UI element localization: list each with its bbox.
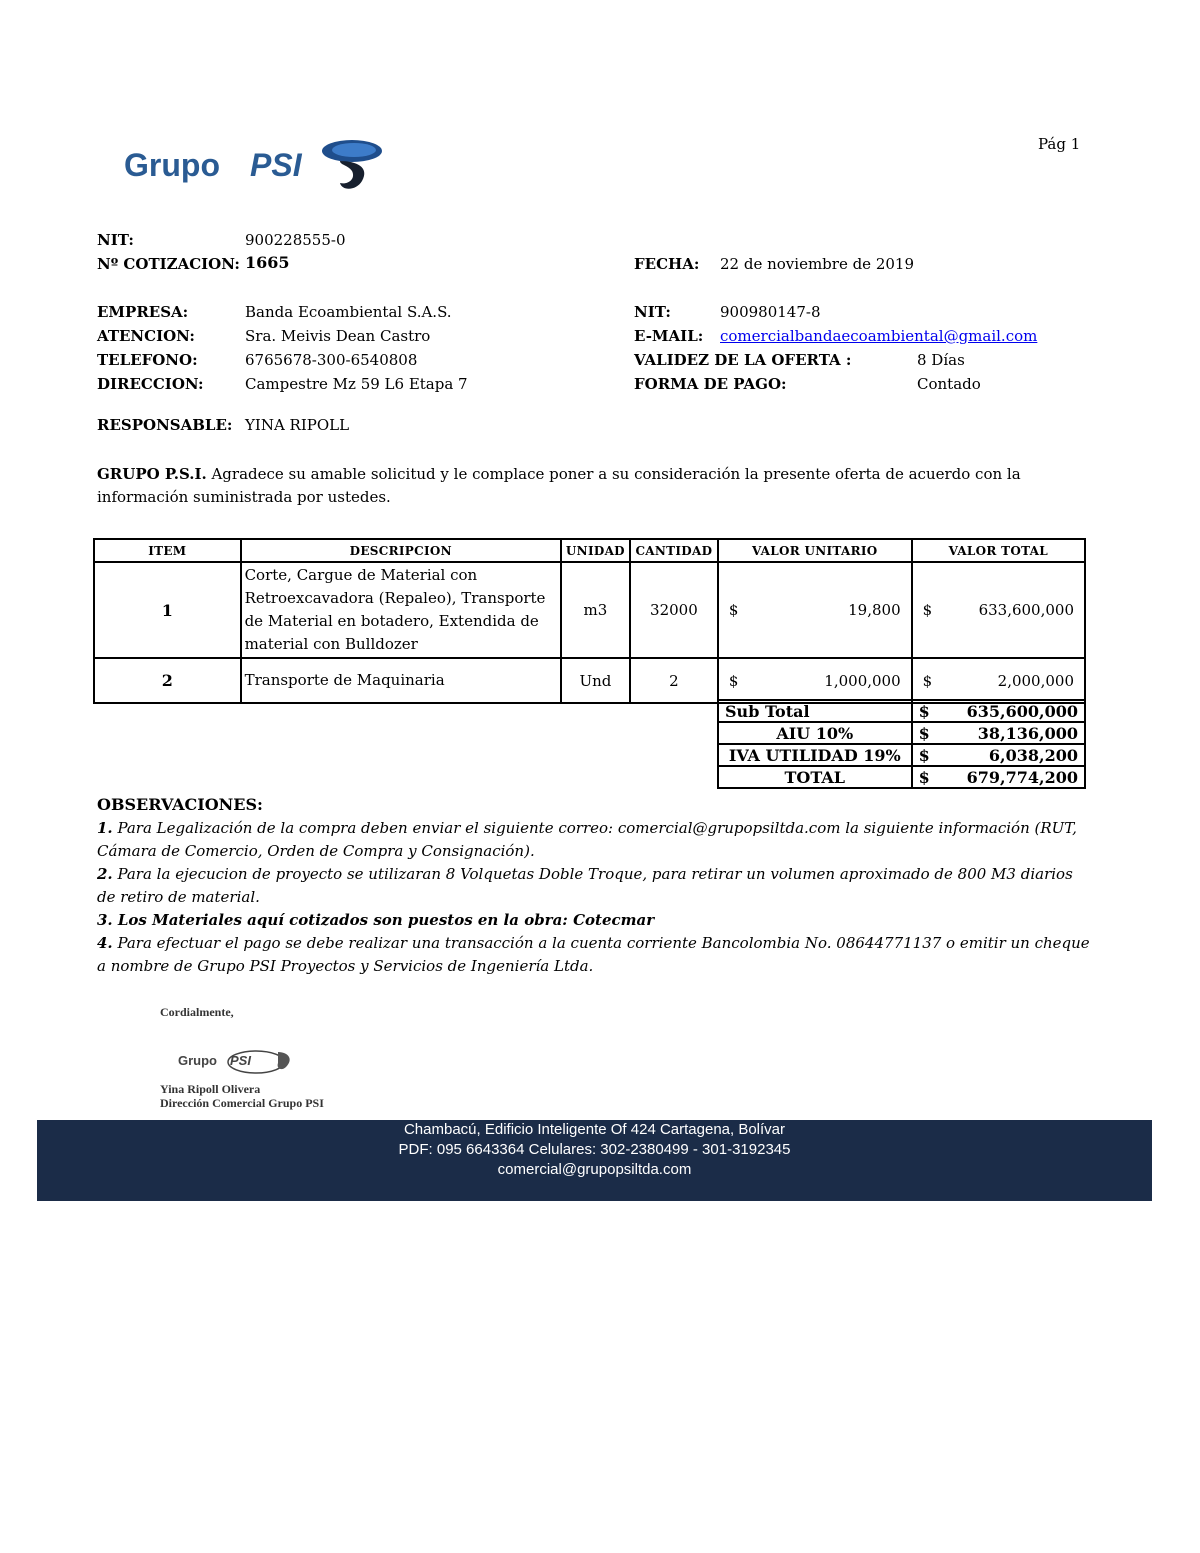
signature-logo (178, 1047, 298, 1077)
telefono-label: TELEFONO: (97, 351, 198, 369)
totals-table (717, 699, 1086, 789)
currency-symbol: $ (728, 601, 739, 619)
description-line: Transporte de Maquinaria (244, 671, 445, 689)
intro-paragraph (97, 463, 1097, 509)
nit-label: NIT: (97, 231, 134, 249)
currency-symbol: $ (918, 745, 930, 765)
obs-number: 4. (97, 934, 113, 952)
iva-row (718, 744, 1085, 766)
cantidad-cell: 2 (630, 658, 718, 703)
subtotal-label: Sub Total (718, 700, 912, 722)
client-nit-label: NIT: (634, 303, 671, 321)
obs-number: 1. (97, 819, 113, 837)
email-link[interactable]: comercialbandaecoambiental@gmail.com (720, 327, 1038, 345)
direccion-label: DIRECCION: (97, 375, 204, 393)
signature-name: Yina Ripoll Olivera (160, 1082, 261, 1096)
description-line: Corte, Cargue de Material con (244, 566, 478, 584)
obs-line: Para la ejecucion de proyecto se utilizaran 8 Volquetas Doble Troque, para retirar un volumen aproximado de 800 M3 diarios (112, 865, 1073, 883)
empresa-label: EMPRESA: (97, 303, 189, 321)
aiu-value: 38,136,000 (977, 723, 1078, 743)
signature-logo-icon (226, 1047, 296, 1077)
total-label: TOTAL (718, 766, 912, 788)
signature-title: Dirección Comercial Grupo PSI (160, 1096, 324, 1110)
cotizacion-value: 1665 (245, 253, 290, 272)
iva-cell (912, 744, 1085, 766)
intro-line-2: información suministrada por ustedes. (97, 488, 391, 506)
signature-logo-psi: PSI (230, 1053, 251, 1068)
fecha-label: FECHA: (634, 255, 700, 273)
obs-number: 2. (97, 865, 113, 883)
currency-symbol: $ (922, 601, 933, 619)
obs-line: Para Legalización de la compra deben enviar el siguiente correo: comercial@grupopsiltda.com la siguiente información (RUT, (112, 819, 1077, 837)
validez-label: VALIDEZ DE LA OFERTA : (634, 351, 852, 369)
item-cell: 1 (94, 562, 241, 658)
column-header: DESCRIPCION (241, 539, 561, 562)
intro-line-1: Agradece su amable solicitud y le complace poner a su consideración la presente oferta de acuerdo con la (206, 465, 1021, 483)
description-line: Retroexcavadora (Repaleo), Transporte (244, 589, 546, 607)
valor-total: 633,600,000 (978, 601, 1074, 619)
cordialmente-text: Cordialmente, (160, 1005, 234, 1019)
client-nit-value: 900980147-8 (720, 303, 821, 321)
forma-pago-value: Contado (917, 375, 981, 393)
currency-symbol: $ (918, 767, 930, 787)
cantidad-cell: 32000 (630, 562, 718, 658)
atencion-value: Sra. Meivis Dean Castro (245, 327, 431, 345)
table-row (94, 658, 1085, 703)
signature-block (160, 1005, 420, 1115)
page-number: Pág 1 (1038, 135, 1081, 153)
obs-line: Para efectuar el pago se debe realizar una transacción a la cuenta corriente Bancolombia No. 08644771137 o emitir un cheque (112, 934, 1090, 952)
description-line: material con Bulldozer (244, 635, 418, 653)
column-header: VALOR TOTAL (912, 539, 1085, 562)
footer-band (37, 1120, 1152, 1201)
total-value: 679,774,200 (966, 767, 1078, 787)
subtotal-row (718, 700, 1085, 722)
table-row (94, 562, 1085, 658)
observaciones-body (97, 817, 1097, 978)
direccion-value: Campestre Mz 59 L6 Etapa 7 (245, 375, 468, 393)
responsable-label: RESPONSABLE: (97, 416, 233, 434)
valor-unitario-cell (718, 658, 912, 703)
footer-address: Chambacú, Edificio Inteligente Of 424 Cartagena, Bolívar (403, 1121, 786, 1138)
obs-line: Cámara de Comercio, Orden de Compra y Consignación). (97, 842, 535, 860)
column-header: ITEM (94, 539, 241, 562)
valor-total-cell (912, 658, 1085, 703)
obs-line: de retiro de material. (97, 888, 260, 906)
validez-value: 8 Días (917, 351, 965, 369)
currency-symbol: $ (918, 701, 930, 721)
quote-table (93, 538, 1086, 704)
aiu-row (718, 722, 1085, 744)
subtotal-value: 635,600,000 (966, 701, 1078, 721)
telefono-value: 6765678-300-6540808 (245, 351, 418, 369)
item-cell: 2 (94, 658, 241, 703)
aiu-cell (912, 722, 1085, 744)
valor-unitario: 1,000,000 (824, 671, 901, 690)
valor-total-cell (912, 562, 1085, 658)
iva-value: 6,038,200 (988, 745, 1078, 765)
obs-line: 3. Los Materiales aquí cotizados son puestos en la obra: Cotecmar (97, 911, 655, 929)
empresa-value: Banda Ecoambiental S.A.S. (245, 303, 452, 321)
description-cell (241, 658, 561, 703)
table-header-row (94, 539, 1085, 562)
intro-company: GRUPO P.S.I. (97, 465, 207, 483)
cotizacion-label: Nº COTIZACION: (97, 255, 240, 273)
obs-line: a nombre de Grupo PSI Proyectos y Servicios de Ingeniería Ltda. (97, 957, 594, 975)
unidad-cell: m3 (561, 562, 630, 658)
unidad-cell: Und (561, 658, 630, 703)
logo-emblem-icon (312, 135, 387, 195)
logo-text-grupo: Grupo (124, 147, 220, 183)
company-logo (122, 135, 392, 205)
valor-unitario: 19,800 (848, 601, 901, 619)
description-line: de Material en botadero, Extendida de (244, 612, 539, 630)
logo-text-psi: PSI (250, 147, 302, 183)
subtotal-cell (912, 700, 1085, 722)
forma-pago-label: FORMA DE PAGO: (634, 375, 787, 393)
aiu-label: AIU 10% (718, 722, 912, 744)
valor-unitario-cell (718, 562, 912, 658)
total-cell (912, 766, 1085, 788)
email-label: E-MAIL: (634, 327, 704, 345)
total-row (718, 766, 1085, 788)
atencion-label: ATENCION: (97, 327, 195, 345)
signature-logo-grupo: Grupo (178, 1053, 217, 1068)
column-header: UNIDAD (561, 539, 630, 562)
column-header: CANTIDAD (630, 539, 718, 562)
currency-symbol: $ (922, 671, 933, 690)
description-cell (241, 562, 561, 658)
observaciones-title: OBSERVACIONES: (97, 795, 263, 814)
iva-label: IVA UTILIDAD 19% (718, 744, 912, 766)
fecha-value: 22 de noviembre de 2019 (720, 255, 915, 273)
responsable-value: YINA RIPOLL (245, 416, 350, 434)
currency-symbol: $ (728, 671, 739, 690)
column-header: VALOR UNITARIO (718, 539, 912, 562)
valor-total: 2,000,000 (997, 671, 1074, 690)
footer-email: comercial@grupopsiltda.com (497, 1161, 692, 1178)
nit-value: 900228555-0 (245, 231, 346, 249)
footer-phones: PDF: 095 6643364 Celulares: 302-2380499 - 301-3192345 (398, 1141, 791, 1158)
currency-symbol: $ (918, 723, 930, 743)
